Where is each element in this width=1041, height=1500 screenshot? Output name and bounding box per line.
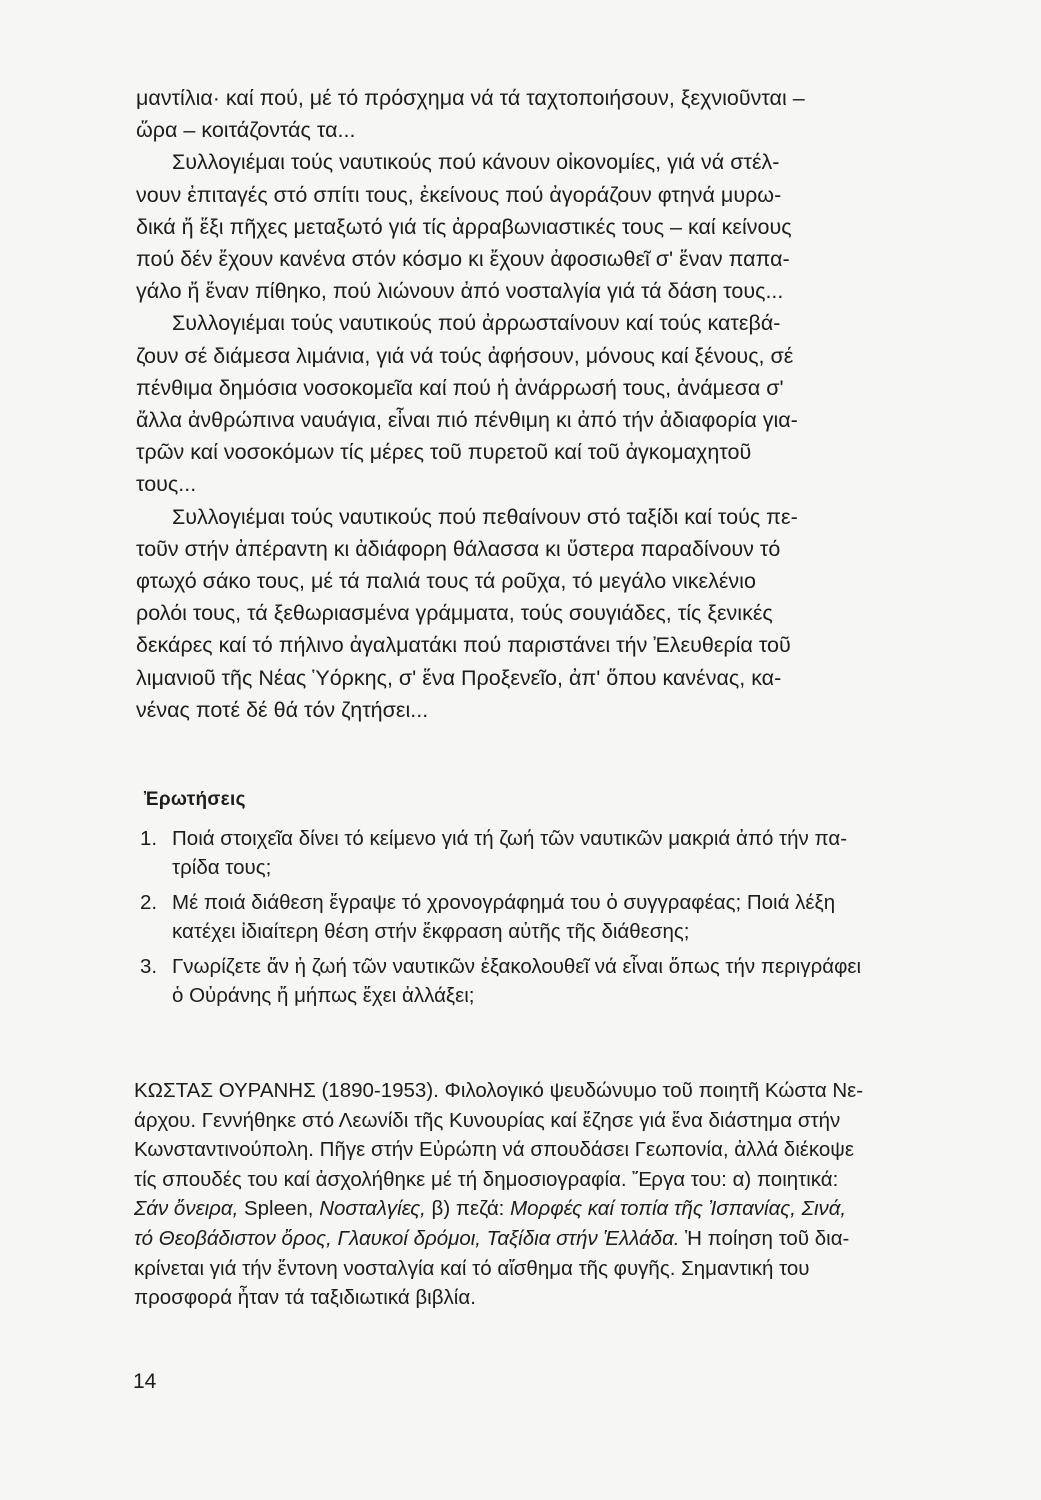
question-number: 2. <box>140 891 158 914</box>
bio-text: Ἡ ποίηση τοῦ δια- <box>679 1226 850 1250</box>
work-title: Νοσταλγίες, <box>319 1197 426 1221</box>
text-line: νουν ἐπιταγές στό σπίτι τους, ἐκείνους πού ἀγοράζουν φτηνά μυρω- <box>136 182 782 207</box>
work-title: Σάν ὄνειρα, <box>134 1197 239 1221</box>
text-line: ζουν σέ διάμεσα λιμάνια, γιά νά τούς ἀφήσουν, μόνους καί ξένους, σέ <box>136 343 794 368</box>
text-line: μαντίλια· καί πού, μέ τό πρόσχημα νά τά ταχτοποιήσουν, ξεχνιοῦνται – <box>136 86 805 110</box>
text-line: ὥρα – κοιτάζοντάς τα... <box>136 118 356 143</box>
question-line: Γνωρίζετε ἄν ἡ ζωή τῶν ναυτικῶν ἐξακολουθεῖ νά εἶναι ὅπως τήν περιγράφει <box>172 955 862 978</box>
question-line: τρίδα τους; <box>172 856 272 879</box>
page-number: 14 <box>133 1370 157 1393</box>
text-line: νένας ποτέ δέ θά τόν ζητήσει... <box>136 697 429 722</box>
questions-heading: Ἐρωτήσεις <box>144 789 246 810</box>
paragraph <box>136 307 978 500</box>
bio-text: Spleen, <box>238 1197 320 1221</box>
paragraph <box>136 82 978 146</box>
work-title: Μορφές καί τοπία τῆς Ἰσπανίας, Σινά, <box>510 1197 847 1221</box>
paragraph <box>136 146 978 307</box>
bio-line: κρίνεται γιά τήν ἔντονη νοσταλγία καί τό αἴσθημα τῆς φυγῆς. Σημαντική του <box>134 1256 810 1280</box>
text-line: δικά ἤ ἕξι πῆχες μεταξωτό γιά τίς ἀρραβωνιαστικές τους – καί κείνους <box>136 214 792 239</box>
text-line: ἄλλα ἀνθρώπινα ναυάγια, εἶναι πιό πένθιμη κι ἀπό τήν ἀδιαφορία για- <box>136 408 798 433</box>
question-line: Μέ ποιά διάθεση ἔγραψε τό χρονογράφημά του ὁ συγγραφέας; Ποιά λέξη <box>172 891 836 914</box>
bio-text: β) πεζά: <box>425 1197 511 1221</box>
question-line: Ποιά στοιχεῖα δίνει τό κείμενο γιά τή ζωή τῶν ναυτικῶν μακριά ἀπό τήν πα- <box>172 827 848 850</box>
text-line: πένθιμα δημόσια νοσοκομεῖα καί πού ἡ ἀνάρρωσή τους, ἀνάμεσα σ' <box>136 375 784 400</box>
text-line: λιμανιοῦ τῆς Νέας Ὑόρκης, σ' ἕνα Προξενεῖο, ἀπ' ὅπου κανένας, κα- <box>136 665 782 690</box>
paragraph <box>136 501 978 726</box>
text-line: τοῦν στήν ἀπέραντη κι ἀδιάφορη θάλασσα κι ὕστερα παραδίνουν τό <box>136 536 781 561</box>
bio-line <box>134 1224 980 1254</box>
text-line: φτωχό σάκο τους, μέ τά παλιά τους τά ροῦχα, τό μεγάλο νικελένιο <box>136 569 756 594</box>
question-number: 1. <box>140 827 158 850</box>
text-line: Συλλογιέμαι τούς ναυτικούς πού κάνουν οἰκονομίες, γιά νά στέλ- <box>172 150 780 175</box>
questions-list <box>140 824 978 1016</box>
text-line: Συλλογιέμαι τούς ναυτικούς πού πεθαίνουν στό ταξίδι καί τούς πε- <box>172 504 798 529</box>
bio-line: προσφορά ἦταν τά ταξιδιωτικά βιβλία. <box>134 1286 476 1310</box>
main-text <box>136 82 978 726</box>
work-title: τό Θεοβάδιστον ὄρος, Γλαυκοί δρόμοι, Ταξίδια στήν Ἑλλάδα. <box>134 1226 680 1250</box>
text-line: δεκάρες καί τό πήλινο ἀγαλματάκι πού παριστάνει τήν Ἐλευθερία τοῦ <box>136 633 791 658</box>
question-number: 3. <box>140 955 158 978</box>
text-line: τους... <box>136 472 197 497</box>
bio-line: άρχου. Γεννήθηκε στό Λεωνίδι τῆς Κυνουρίας καί ἔζησε γιά ἕνα διάστημα στήν <box>134 1108 841 1132</box>
question-item <box>140 888 978 946</box>
bio-line: ΚΩΣΤΑΣ ΟΥΡΑΝΗΣ (1890-1953). Φιλολογικό ψευδώνυμο τοῦ ποιητῆ Κώστα Νε- <box>134 1079 864 1102</box>
question-item <box>140 824 978 882</box>
question-line: ὁ Οὐράνης ἤ μήπως ἔχει ἀλλάξει; <box>172 984 475 1007</box>
bio-line: Κωνσταντινούπολη. Πῆγε στήν Εὐρώπη νά σπουδάσει Γεωπονία, ἀλλά διέκοψε <box>134 1138 855 1162</box>
question-item <box>140 952 978 1010</box>
text-line: πού δέν ἔχουν κανένα στόν κόσμο κι ἔχουν ἀφοσιωθεῖ σ' ἕναν παπα- <box>136 247 790 272</box>
text-line: τρῶν καί νοσοκόμων τίς μέρες τοῦ πυρετοῦ καί τοῦ ἀγκομαχητοῦ <box>136 440 752 465</box>
author-bio <box>134 1076 980 1313</box>
text-line: Συλλογιέμαι τούς ναυτικούς πού ἀρρωσταίνουν καί τούς κατεβά- <box>172 311 781 336</box>
bio-line: τίς σπουδές του καί ἀσχολήθηκε μέ τή δημοσιογραφία. Ἔργα του: α) ποιητικά: <box>134 1167 839 1191</box>
bio-line <box>134 1194 980 1224</box>
text-line: ρολόι τους, τά ξεθωριασμένα γράμματα, τούς σουγιάδες, τίς ξενικές <box>136 601 773 626</box>
text-line: γάλο ἤ ἕναν πίθηκο, πού λιώνουν ἀπό νοσταλγία γιά τά δάση τους... <box>136 279 784 304</box>
question-line: κατέχει ἰδιαίτερη θέση στήν ἔκφραση αὐτῆς τῆς διάθεσης; <box>172 920 690 943</box>
